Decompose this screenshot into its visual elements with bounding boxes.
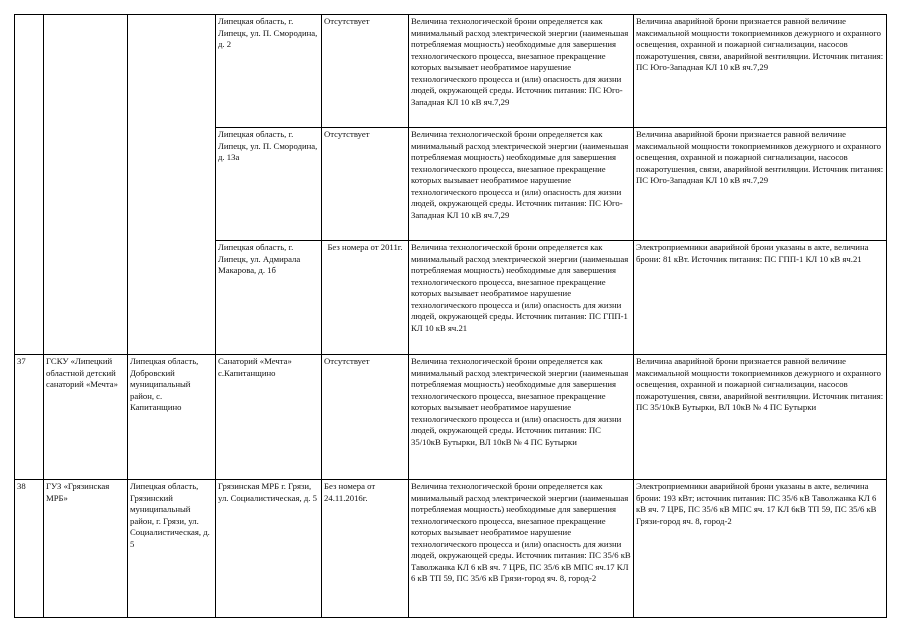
- table-row: [15, 15, 887, 128]
- emergency-reserve-cell: Величина аварийной брони признается равной величине максимальной мощности токоприемников дежурного и охранного освещения, охранной и пожарной сигнализации, насосов пожаротушения, связи, аварийной вентиляции. Источник питания: ПС 35/10кВ Бутырки, ВЛ 10кВ № 4 ПС Бутырки: [634, 355, 887, 480]
- emergency-reserve-cell: Величина аварийной брони признается равной величине максимальной мощности токоприемников дежурного и охранного освещения, охранной и пожарной сигнализации, насосов пожаротушения, связи, аварийной вентиляции. Источник питания: ПС Юго-Западная КЛ 10 кВ яч.7,29: [634, 128, 887, 241]
- address-cell: Липецкая область, Грязинский муниципальный район, г. Грязи, ул. Социалистическая, д. 5: [128, 480, 216, 618]
- organization-cell: ГСКУ «Липецкий областной детский санаторий «Мечта»: [44, 355, 128, 480]
- site-cell: Липецкая область, г. Липецк, ул. П. Смородина, д. 2: [216, 15, 322, 128]
- address-cell: [128, 15, 216, 355]
- emergency-reserve-cell: Величина аварийной брони признается равной величине максимальной мощности токоприемников дежурного и охранного освещения, охранной и пожарной сигнализации, насосов пожаротушения, связи, аварийной вентиляции. Источник питания: ПС Юго-Западная КЛ 10 кВ яч.7,29: [634, 15, 887, 128]
- reservation-table: [14, 14, 887, 618]
- row-number-cell: 37: [15, 355, 44, 480]
- act-cell: Отсутствует: [322, 15, 409, 128]
- act-cell: Без номера от 24.11.2016г.: [322, 480, 409, 618]
- organization-cell: [44, 15, 128, 355]
- site-cell: Санаторий «Мечта» с.Капитанщино: [216, 355, 322, 480]
- site-cell: Липецкая область, г. Липецк, ул. П. Смородина, д. 13а: [216, 128, 322, 241]
- tech-reserve-cell: Величина технологической брони определяется как минимальный расход электрической энергии (наименьшая потребляемая мощность) необходимые для завершения технологического процесса, внезапное прекращение которых вызывает необратимое нарушение технологического процесса и (или) опасность для жизни людей, окружающей среды. Источник питания: ПС 35/6 кВ Таволжанка КЛ 6 кВ яч. 7 ЦРБ, ПС 35/6 кВ МПС яч.17 КЛ 6 кВ ТП 59, ПС 35/6 кВ Грязи-город яч. 8, город-2: [409, 480, 634, 618]
- act-cell: Отсутствует: [322, 128, 409, 241]
- tech-reserve-cell: Величина технологической брони определяется как минимальный расход электрической энергии (наименьшая потребляемая мощность) необходимые для завершения технологического процесса, внезапное прекращение которых вызывает необратимое нарушение технологического процесса и (или) опасность для жизни людей, окружающей среды. Источник питания: ПС ГПП-1 КЛ 10 кВ яч.21: [409, 241, 634, 355]
- organization-cell: ГУЗ «Грязинская МРБ»: [44, 480, 128, 618]
- tech-reserve-cell: Величина технологической брони определяется как минимальный расход электрической энергии (наименьшая потребляемая мощность) необходимые для завершения технологического процесса, внезапное прекращение которых вызывает необратимое нарушение технологического процесса и (или) опасность для жизни людей, окружающей среды. Источник питания: ПС 35/10кВ Бутырки, ВЛ 10кВ № 4 ПС Бутырки: [409, 355, 634, 480]
- tech-reserve-cell: Величина технологической брони определяется как минимальный расход электрической энергии (наименьшая потребляемая мощность) необходимые для завершения технологического процесса, внезапное прекращение которых вызывает необратимое нарушение технологического процесса и (или) опасность для жизни людей, окружающей среды. Источник питания: ПС Юго-Западная КЛ 10 кВ яч.7,29: [409, 15, 634, 128]
- row-number-cell: [15, 15, 44, 355]
- row-number-cell: 38: [15, 480, 44, 618]
- site-cell: Липецкая область, г. Липецк, ул. Адмирала Макарова, д. 1б: [216, 241, 322, 355]
- act-cell: Без номера от 2011г.: [322, 241, 409, 355]
- table-row: [15, 355, 887, 480]
- table-row: [15, 480, 887, 618]
- act-cell: Отсутствует: [322, 355, 409, 480]
- site-cell: Грязинская МРБ г. Грязи, ул. Социалистическая, д. 5: [216, 480, 322, 618]
- tech-reserve-cell: Величина технологической брони определяется как минимальный расход электрической энергии (наименьшая потребляемая мощность) необходимые для завершения технологического процесса, внезапное прекращение которых вызывает необратимое нарушение технологического процесса и (или) опасность для жизни людей, окружающей среды. Источник питания: ПС Юго-Западная КЛ 10 кВ яч.7,29: [409, 128, 634, 241]
- emergency-reserve-cell: Электроприемники аварийной брони указаны в акте, величина брони: 193 кВт; источник питания: ПС 35/6 кВ Таволжанка КЛ 6 кВ яч. 7 ЦРБ, ПС 35/6 кВ МПС яч. 17 КЛ 6кВ ТП 59, ПС 35/6 кВ Грязи-город яч. 8, город-2: [634, 480, 887, 618]
- address-cell: Липецкая область, Добровский муниципальный район, с. Капитанщино: [128, 355, 216, 480]
- emergency-reserve-cell: Электроприемники аварийной брони указаны в акте, величина брони: 81 кВт. Источник питания: ПС ГПП-1 КЛ 10 кВ яч.21: [634, 241, 887, 355]
